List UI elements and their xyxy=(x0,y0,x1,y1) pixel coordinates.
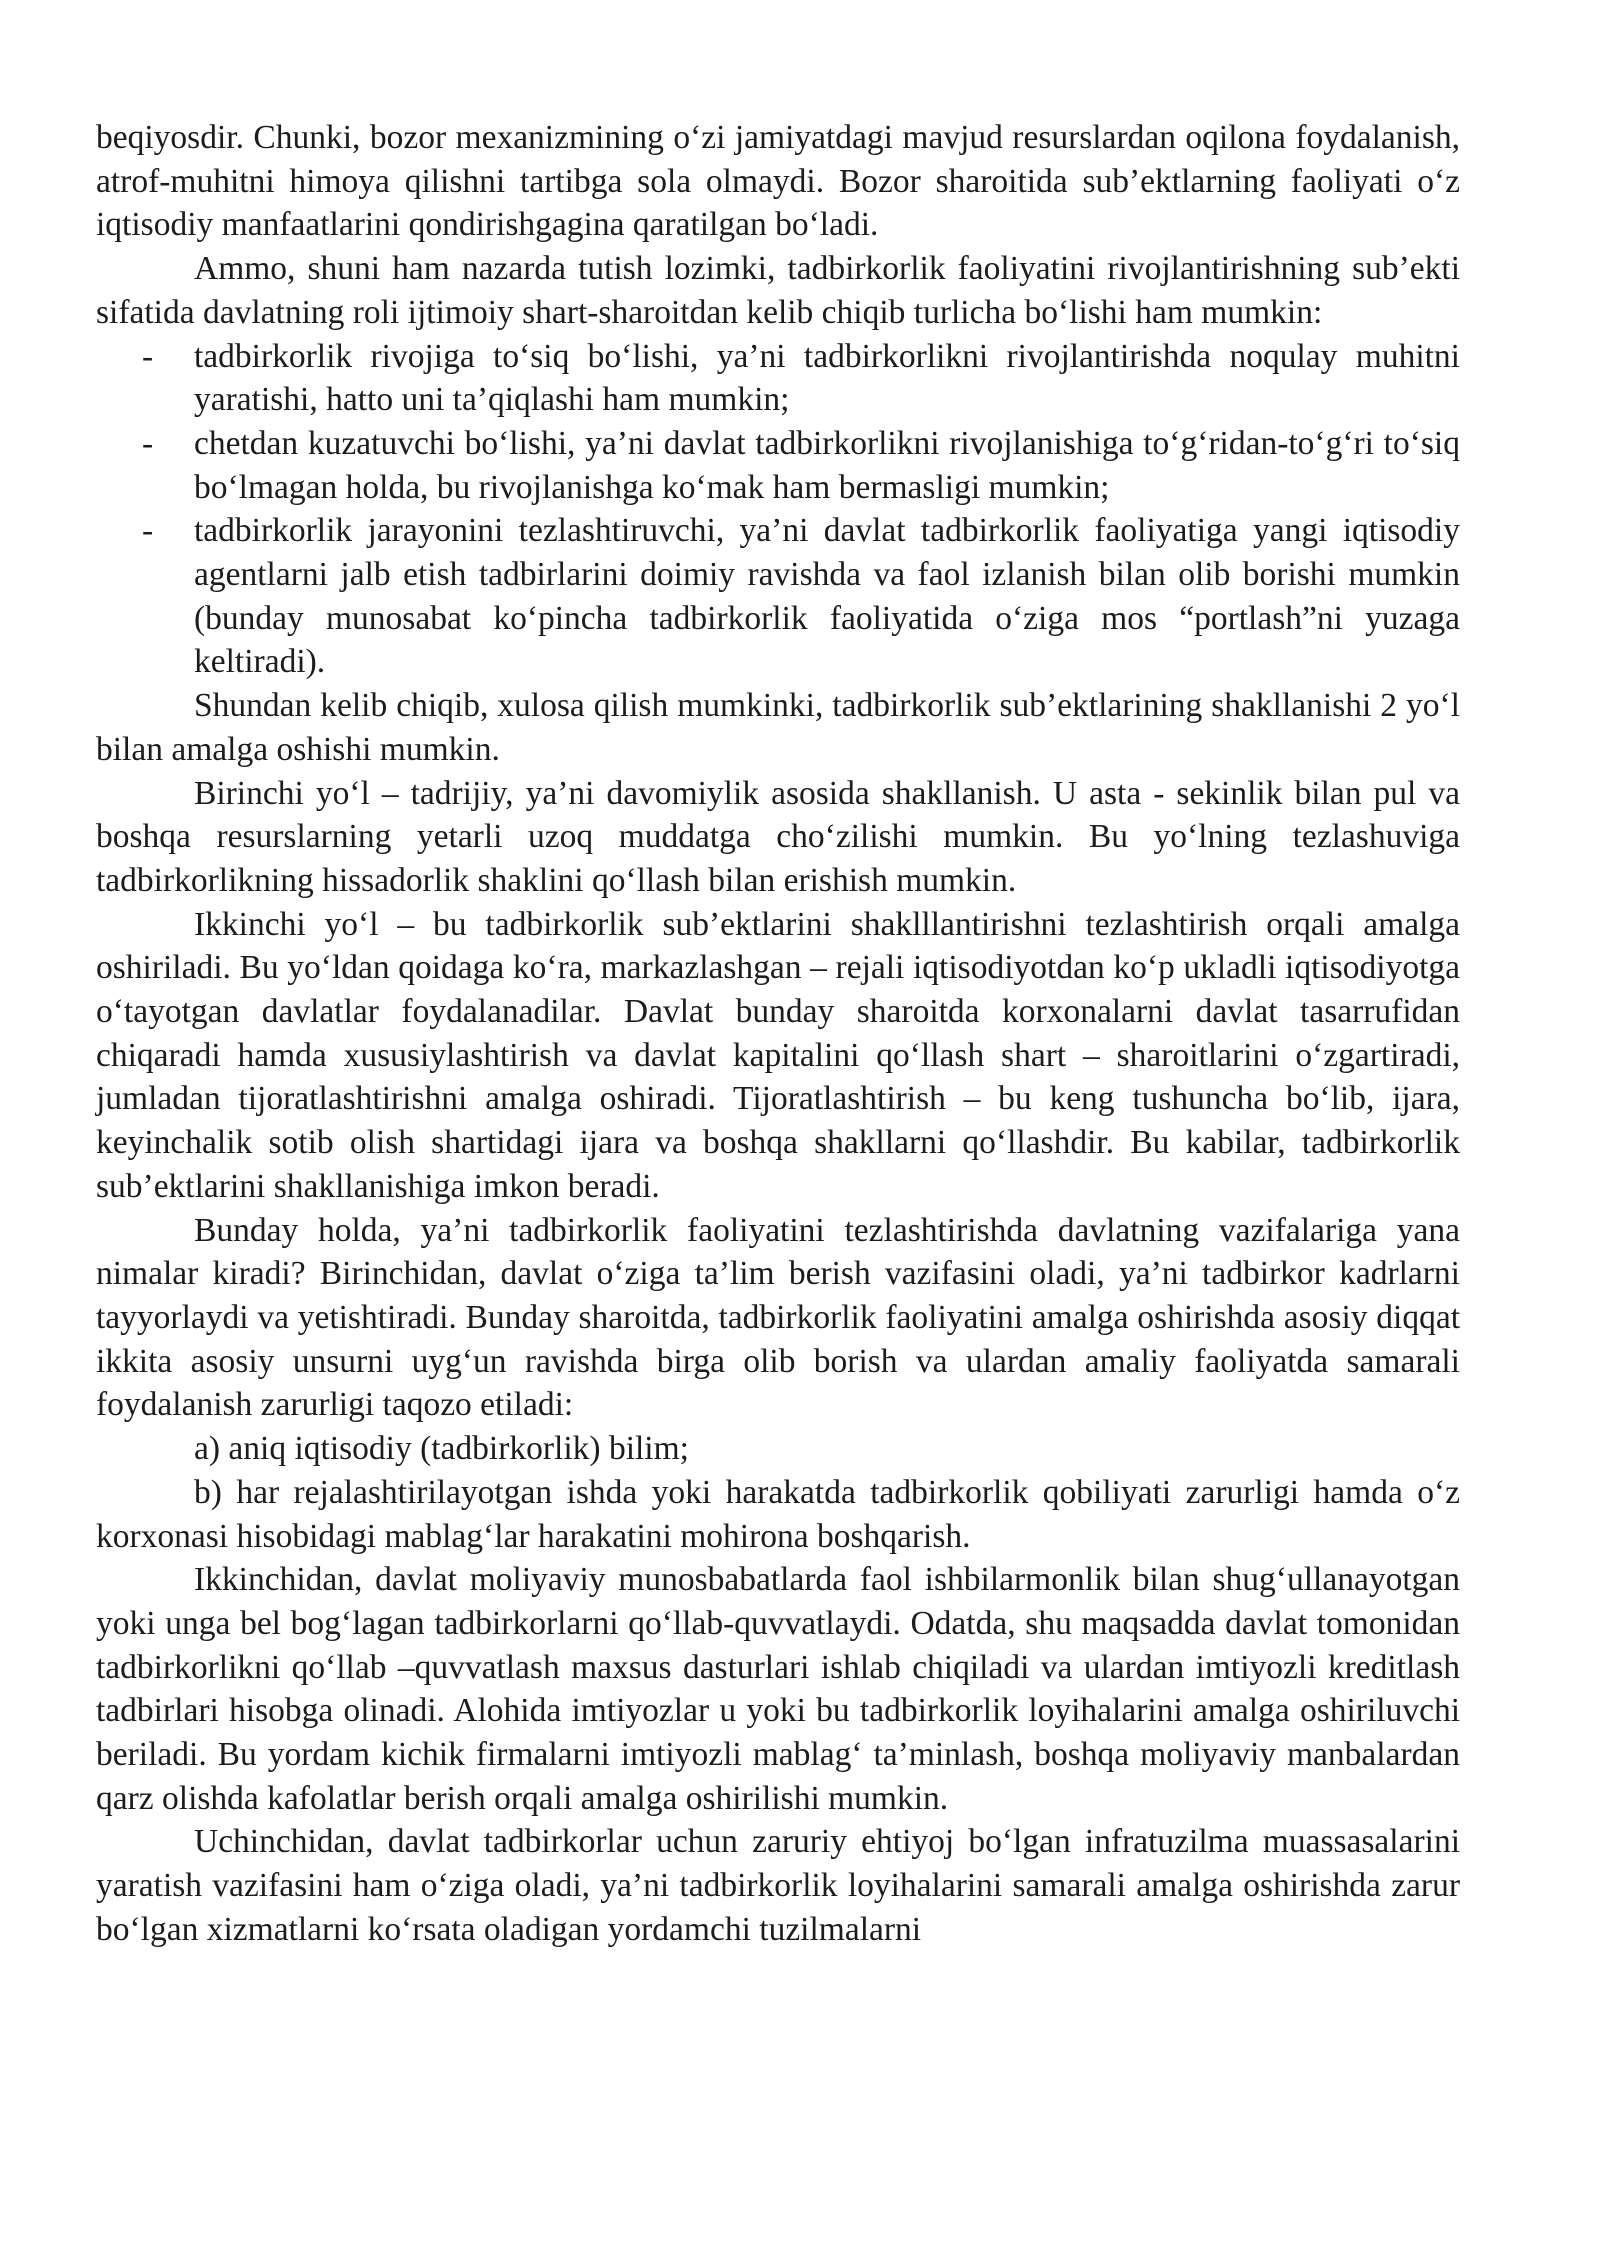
list-dash-marker: - xyxy=(142,512,154,550)
paragraph-second-way: Ikkinchi yo‘l – bu tadbirkorlik sub’ektlarini shaklllantirishni tezlashtirish orqali amalga oshiriladi. Bu yo‘ldan qoidaga ko‘ra, markazlashgan – rejali iqtisodiyotdan ko‘p ukladli iqtisodiyotga o‘tayotgan davlatlar foydalanadilar. Davlat bunday sharoitda korxonalarni davlat tasarrufidan chiqaradi hamda xususiylashtirish va davlat kapitalini qo‘llash shart – sharoitlarini o‘zgartiradi, jumladan tijoratlashtirishni amalga oshiradi. Tijoratlashtirish – bu keng tushuncha bo‘lib, ijara, keyinchalik sotib olish shartidagi ijara va boshqa shakllarni qo‘llashdir. Bu kabilar, tadbirkorlik sub’ektlarini shakllanishiga imkon beradi. xyxy=(96,905,1460,1205)
paragraph-conclusion: Shundan kelib chiqib, xulosa qilish mumkinki, tadbirkorlik sub’ektlarining shakllanishi 2 yo‘l bilan amalga oshishi mumkin. xyxy=(96,687,1460,768)
list-item xyxy=(96,509,1460,684)
enum-item-a: a) aniq iqtisodiy (tadbirkorlik) bilim; xyxy=(194,1430,689,1468)
list-item xyxy=(96,335,1460,422)
paragraph-state-role: Ammo, shuni ham nazarda tutish lozimki, tadbirkorlik faoliyatini rivojlantirishning sub’ekti sifatida davlatning roli ijtimoiy shart-sharoitdan kelib chiqib turlicha bo‘lishi ham mumkin: xyxy=(96,250,1460,331)
state-role-list xyxy=(96,335,1460,685)
list-item xyxy=(96,422,1460,509)
list-dash-marker: - xyxy=(142,337,154,375)
list-dash-marker: - xyxy=(142,424,154,462)
document-page xyxy=(96,116,1460,1952)
enum-item-b: b) har rejalashtirilayotgan ishda yoki harakatda tadbirkorlik qobiliyati zarurligi hamda o‘z korxonasi hisobidagi mablag‘lar harakatini mohirona boshqarish. xyxy=(96,1473,1460,1555)
paragraph-second-task: Ikkinchidan, davlat moliyaviy munosbabatlarda faol ishbilarmonlik bilan shug‘ullanayotgan yoki unga bel bog‘lagan tadbirkorlarni qo‘llab-quvvatlaydi. Odatda, shu maqsadda davlat tomonidan tadbirkorlikni qo‘llab –quvvatlash maxsus dasturlari ishlab chiqiladi va ulardan imtiyozli kreditlash tadbirlari hisobga olinadi. Alohida imtiyozlar u yoki bu tadbirkorlik loyihalarini amalga oshiriluvchi beriladi. Bu yordam kichik firmalarni imtiyozli mablag‘ ta’minlash, boshqa moliyaviy manbalardan qarz olishda kafolatlar berish orqali amalga oshirilishi mumkin. xyxy=(96,1561,1460,1817)
paragraph-third-task: Uchinchidan, davlat tadbirkorlar uchun zaruriy ehtiyoj bo‘lgan infratuzilma muassasalarini yaratish vazifasini ham o‘ziga oladi, ya’ni tadbirkorlik loyihalarini samarali amalga oshirishda zarur bo‘lgan xizmatlarni ko‘rsata oladigan yordamchi tuzilmalarni xyxy=(96,1823,1460,1948)
paragraph-first-way: Birinchi yo‘l – tadrijiy, ya’ni davomiylik asosida shakllanish. U asta - sekinlik bilan pul va boshqa resurslarning yetarli uzoq muddatga cho‘zilishi mumkin. Bu yo‘lning tezlashuviga tadbirkorlikning hissadorlik shaklini qo‘llash bilan erishish mumkin. xyxy=(96,774,1460,899)
paragraph-state-tasks: Bunday holda, ya’ni tadbirkorlik faoliyatini tezlashtirishda davlatning vazifalariga yana nimalar kiradi? Birinchidan, davlat o‘ziga ta’lim berish vazifasini oladi, ya’ni tadbirkor kadrlarni tayyorlaydi va yetishtiradi. Bunday sharoitda, tadbirkorlik faoliyatini amalga oshirishda asosiy diqqat ikkita asosiy unsurni uyg‘un ravishda birga olib borish va ulardan amaliy faoliyatda samarali foydalanish zarurligi taqozo etiladi: xyxy=(96,1211,1460,1424)
list-item-text: chetdan kuzatuvchi bo‘lishi, ya’ni davlat tadbirkorlikni rivojlanishiga to‘g‘ridan-to‘g‘ri to‘siq bo‘lmagan holda, bu rivojlanishga ko‘mak ham bermasligi mumkin; xyxy=(194,424,1460,506)
paragraph-intro-continuation: beqiyosdir. Chunki, bozor mexanizmining o‘zi jamiyatdagi mavjud resurslardan oqilona foydalanish, atrof-muhitni himoya qilishni tartibga sola olmaydi. Bozor sharoitida sub’ektlarning faoliyati o‘z iqtisodiy manfaatlarini qondirishgagina qaratilgan bo‘ladi. xyxy=(96,119,1460,244)
list-item-text: tadbirkorlik rivojiga to‘siq bo‘lishi, ya’ni tadbirkorlikni rivojlantirishda noqulay muhitni yaratishi, hatto uni ta’qiqlashi ham mumkin; xyxy=(194,337,1460,419)
list-item-text: tadbirkorlik jarayonini tezlashtiruvchi, ya’ni davlat tadbirkorlik faoliyatiga yangi iqtisodiy agentlarni jalb etish tadbirlarini doimiy ravishda va faol izlanish bilan olib borishi mumkin (bunday munosabat ko‘pincha tadbirkorlik faoliyatida o‘ziga mos “portlash”ni yuzaga keltiradi). xyxy=(194,512,1460,681)
